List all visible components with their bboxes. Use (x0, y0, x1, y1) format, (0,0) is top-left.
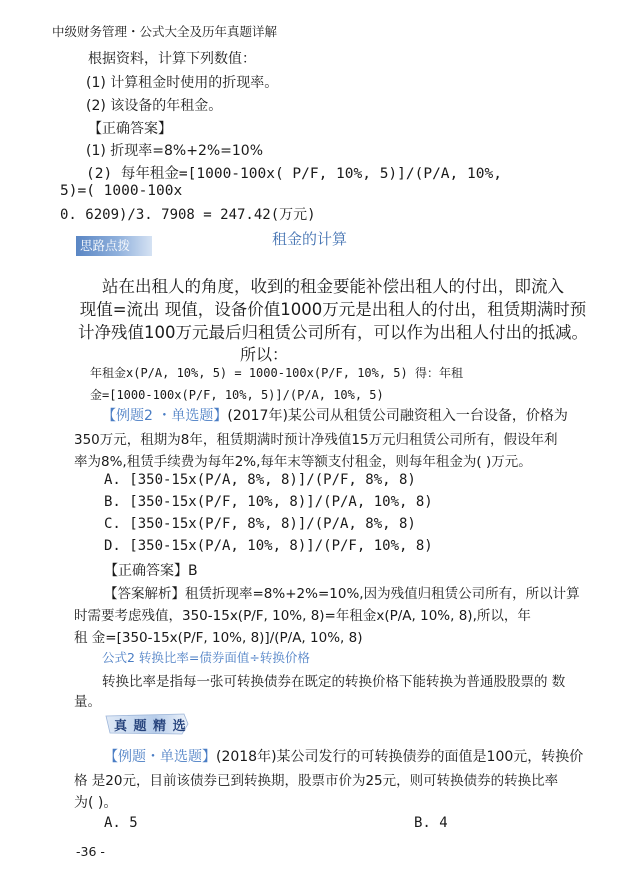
rent-formula-line-1: 年租金x(P/A, 10%, 5) = 1000-100x(P/F, 10%, 5) 得：年租 (90, 366, 463, 380)
example-2-line-3: 率为8%,租赁手续费为每年2%,每年末等额支付租金，则每年租金为( )万元。 (74, 454, 532, 470)
explanation-line-4: 所以： (240, 345, 289, 364)
explanation-line-3: 计净残值100万元最后归租赁公司所有，可以作为出租人付出的抵减。 (78, 323, 588, 342)
question-2: (2) 该设备的年租金。 (86, 98, 223, 114)
real-exam-selection-badge (104, 712, 190, 736)
answer-2-line-1: (2) 每年租金=[1000-100x( P/F, 10%, 5)]/(P/A, 10%, (86, 166, 502, 182)
example-2-intro: (2017年)某公司从租赁公司融资租入一台设备，价格为 (227, 408, 568, 424)
example-3-line-2: 格 是20元，目前该债券已到转换期，股票市价为25元，则可转换债券的转换比率 (74, 773, 559, 789)
rent-formula-line-2: 金=[1000-100x(P/F, 10%, 5)]/(P/A, 10%, 5) (90, 388, 384, 402)
example-2-analysis-line-3: 租 金=[350-15x(P/F, 10%, 8)]/(P/A, 10%, 8) (74, 630, 363, 646)
explanation-line-1: 站在出租人的角度，收到的租金要能补偿出租人的付出，即流入 (102, 277, 564, 296)
formula-2-desc-line-1: 转换比率是指每一张可转换债券在既定的转换价格下能转换为普通股股票的 数 (102, 674, 566, 690)
answer-1: (1) 折现率=8%+2%=10% (86, 143, 264, 159)
example-3-label: 【例题・单选题】 (104, 749, 216, 765)
explanation-line-2: 现值=流出 现值，设备价值1000万元是出租人的付出，租赁期满时预 (79, 300, 587, 319)
example-3-option-a: A. 5 (104, 815, 138, 831)
option-d: D. [350-15x(P/A, 10%, 8)]/(P/F, 10%, 8) (104, 538, 433, 554)
example-3-option-b: B. 4 (414, 815, 448, 831)
example-3-intro: (2018年)某公司发行的可转换债券的面值是100元，转换价 (216, 749, 584, 765)
example-2-answer: 【正确答案】B (104, 563, 198, 579)
page-header-title: 中级财务管理・公式大全及历年真题详解 (52, 24, 278, 39)
answer-2-line-3: 0. 6209)/3. 7908 = 247.42(万元) (60, 207, 316, 223)
correct-answer-label: 【正确答案】 (88, 121, 172, 137)
formula-2-desc-line-2: 量。 (74, 694, 101, 710)
example-2-label: 【例题2 ・单选题】 (102, 408, 228, 424)
example-2-line-2: 350万元，租期为8年，租赁期满时预计净残值15万元归租赁公司所有，假设年利 (74, 432, 558, 448)
section-title: 租金的计算 (272, 230, 348, 248)
example-3-line-3: 为( )。 (74, 795, 118, 811)
badge-text: 真 题 精 选 (114, 719, 187, 734)
example-3-line-1 (104, 746, 583, 766)
answer-2-line-2: 5)=( 1000-100x (60, 183, 183, 199)
example-2-analysis-line-2: 时需要考虑残值，350-15x(P/F, 10%, 8)=年租金x(P/A, 10%, 8),所以，年 (74, 608, 531, 624)
page-number: -36 - (76, 844, 105, 859)
formula-2-title: 公式2 转换比率=债券面值÷转换价格 (102, 650, 310, 665)
question-1: (1) 计算租金时使用的折现率。 (86, 75, 279, 91)
option-a: A. [350-15x(P/A, 8%, 8)]/(P/F, 8%, 8) (104, 472, 416, 488)
section-tag: 思路点拨 (76, 236, 152, 256)
intro-text: 根据资料，计算下列数值： (88, 51, 256, 67)
option-b: B. [350-15x(P/F, 10%, 8)]/(P/A, 10%, 8) (104, 494, 433, 510)
option-c: C. [350-15x(P/F, 8%, 8)]/(P/A, 8%, 8) (104, 516, 416, 532)
example-2-line-1 (102, 405, 568, 425)
example-2-analysis-line-1: 【答案解析】租赁折现率=8%+2%=10%,因为残值归租赁公司所有，所以计算 (104, 586, 580, 602)
